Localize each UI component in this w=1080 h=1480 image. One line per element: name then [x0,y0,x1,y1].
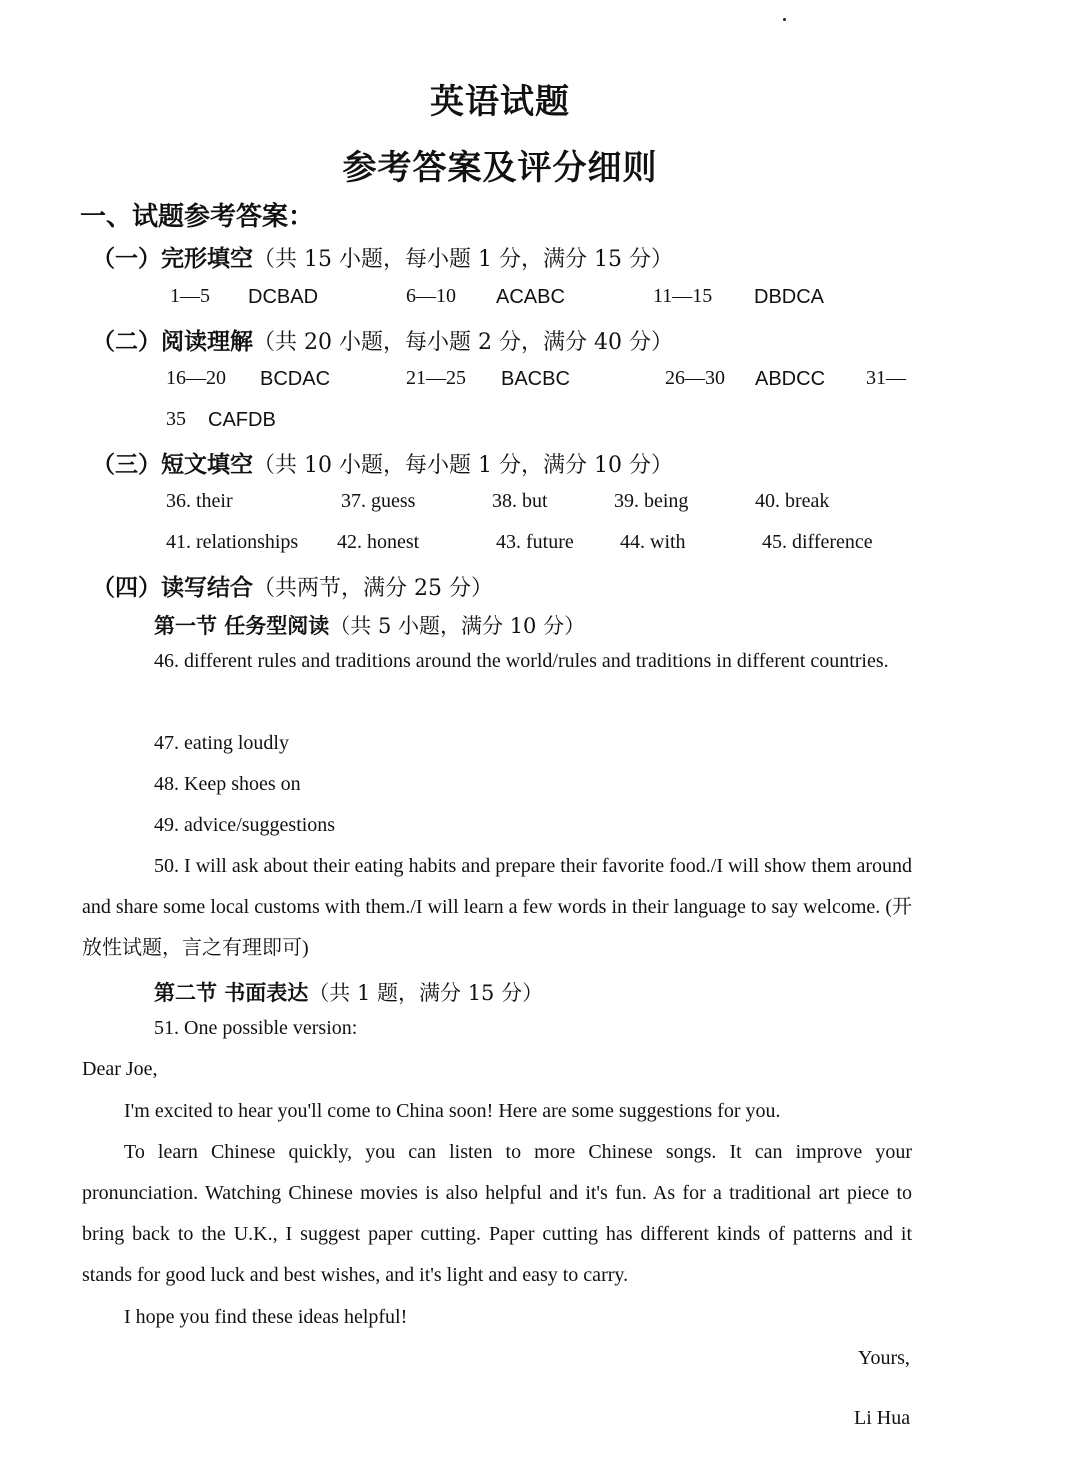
letter-salutation: Dear Joe, [82,1058,158,1080]
section-label: （一） [92,245,161,272]
answer-48: 48. Keep shoes on [154,773,301,795]
section-heading-cloze [92,240,673,273]
answer-value: DCBAD [248,286,319,308]
letter-paragraph: To learn Chinese quickly, you can listen to more Chinese songs. It can improve your pronunciation. Watching Chinese movies is also helpful and it's fun. As for a traditional art piece to bring back to the U.K., I suggest paper cutting. Paper cutting has different kinds of patterns and it stands for good luck and best wishes, and it's light and easy to carry. [82,1141,912,1286]
subsection-name: 第一节 任务型阅读 [154,613,330,638]
section-note: （共两节，满分 25 分） [253,576,493,601]
subsection-heading-task-reading [154,610,585,640]
answer-50-text: 50. I will ask about their eating habits and prepare their favorite food./I will show them around and share some local customs with them./I will learn a few words in their language to say welcome. [82,855,912,918]
section-heading-read-write [92,569,493,602]
answer-49: 49. advice/suggestions [154,814,336,836]
answer-range: 31— [866,367,906,389]
letter-paragraph: I hope you find these ideas helpful! [124,1306,408,1328]
page-title: 英语试题 [430,82,570,122]
section-name: 阅读理解 [161,328,253,355]
section-name: 完形填空 [161,245,253,272]
answer-range: 1—5 [170,285,210,307]
answer-item: 41. relationships [166,531,299,553]
section-note: （共 10 小题，每小题 1 分，满分 10 分） [253,453,673,478]
answer-value: CAFDB [208,409,276,431]
letter-closing: Yours, [858,1347,910,1369]
answer-item: 39. being [614,490,689,512]
answer-50 [82,846,912,969]
answer-item: 43. future [496,531,574,553]
answer-range: 6—10 [406,285,456,307]
answer-item: 37. guess [341,490,416,512]
answer-50-note: (开放性试题，言之有理即可) [82,896,912,959]
section-note: （共 20 小题，每小题 2 分，满分 40 分） [253,330,673,355]
subsection-note: （共 1 题，满分 15 分） [308,981,544,1005]
page-subtitle: 参考答案及评分细则 [342,148,658,188]
answer-value: BCDAC [260,368,331,390]
letter-paragraph: I'm excited to hear you'll come to China soon! Here are some suggestions for you. [124,1100,781,1122]
answer-range: 11—15 [653,285,713,307]
answer-47: 47. eating loudly [154,732,289,754]
section-note: （共 15 小题，每小题 1 分，满分 15 分） [253,247,673,272]
answer-item: 40. break [755,490,830,512]
section-label: （四） [92,574,161,601]
section-label: （三） [92,451,161,478]
letter-signature: Li Hua [854,1407,911,1429]
answer-item: 44. with [620,531,686,553]
section-name: 读写结合 [161,574,253,601]
subsection-note: （共 5 小题，满分 10 分） [329,614,586,638]
answer-value: DBDCA [754,286,825,308]
answer-range: 21—25 [406,367,466,389]
answer-46: 46. different rules and traditions around the world/rules and traditions in different countries. [154,650,889,672]
answer-value: BACBC [501,368,570,390]
answer-value: ABDCC [755,368,826,390]
part-heading: 一、试题参考答案： [80,202,315,232]
section-name: 短文填空 [161,451,253,478]
answer-item: 38. but [492,490,548,512]
answer-range: 35 [166,408,186,430]
section-label: （二） [92,328,161,355]
answer-item: 36. their [166,490,233,512]
answer-item: 45. difference [762,531,873,553]
section-heading-reading [92,323,673,356]
answer-value: ACABC [496,286,565,308]
subsection-heading-writing [154,977,543,1007]
answer-range: 16—20 [166,367,226,389]
answer-range: 26—30 [665,367,725,389]
scan-speck [783,18,786,21]
answer-51-heading: 51. One possible version: [154,1017,358,1039]
subsection-name: 第二节 书面表达 [154,980,309,1005]
answer-item: 42. honest [337,531,420,553]
section-heading-fill [92,446,673,479]
